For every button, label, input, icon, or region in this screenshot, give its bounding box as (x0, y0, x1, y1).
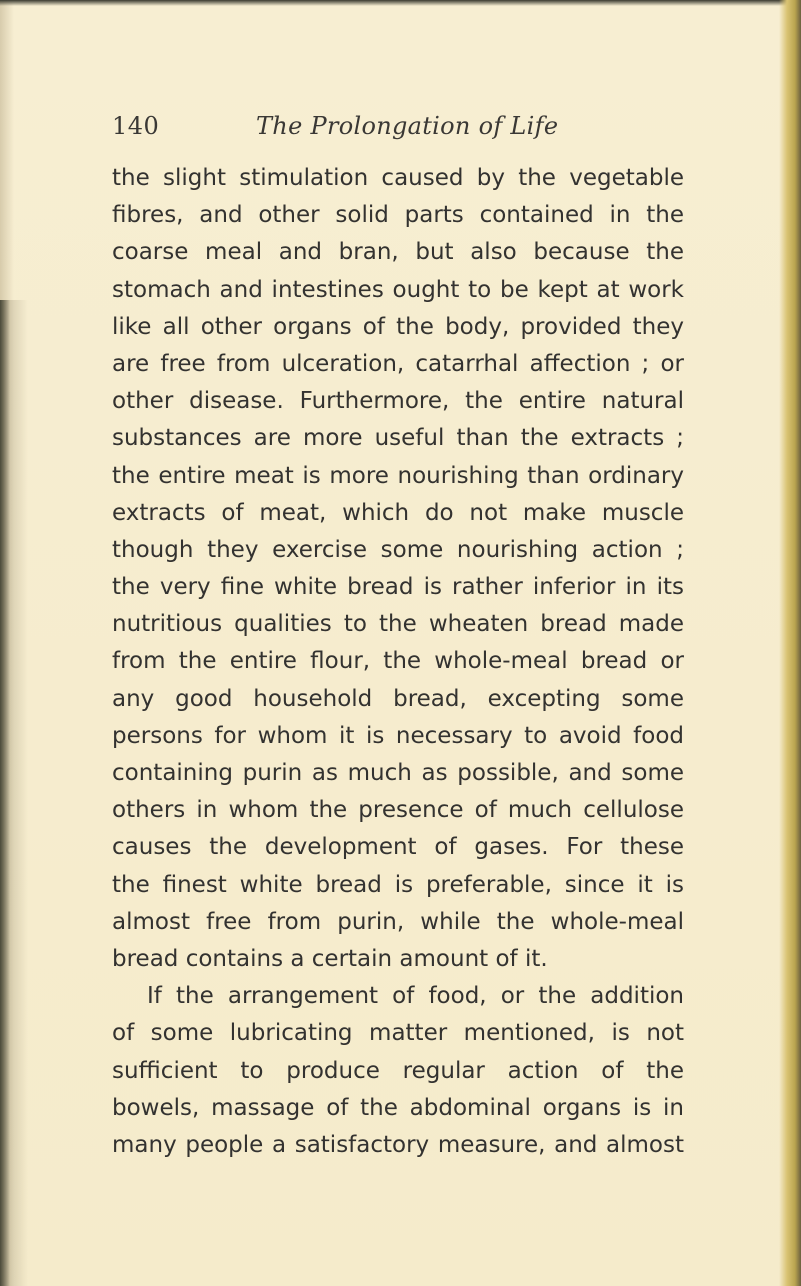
text-line: stomach and intestines ought to be kept at work (112, 276, 684, 303)
text-line: bread contains a certain amount of it. (112, 945, 548, 972)
text-line: many people a satisfactory measure, and almost (112, 1131, 684, 1158)
text-line: though they exercise some nourishing action ; (112, 536, 684, 563)
text-line: If the arrangement of food, or the addition (147, 983, 684, 1010)
page-number: 140 (112, 112, 160, 140)
text-line: extracts of meat, which do not make muscle (112, 499, 684, 526)
text-line: other disease. Furthermore, the entire natural (112, 388, 684, 415)
text-line: others in whom the presence of much cellulose (112, 797, 684, 824)
text-line: bowels, massage of the abdominal organs is in (112, 1094, 684, 1121)
text-line: from the entire flour, the whole-meal bread or (112, 648, 684, 675)
body-text (112, 160, 684, 1164)
text-line: sufficient to produce regular action of the (112, 1057, 684, 1084)
text-line: persons for whom it is necessary to avoid food (112, 722, 684, 749)
text-line: the entire meat is more nourishing than ordinary (112, 462, 684, 489)
text-line: nutritious qualities to the wheaten bread made (112, 611, 684, 638)
text-line: the slight stimulation caused by the vegetable (112, 165, 684, 191)
text-line: the finest white bread is preferable, since it is (112, 871, 684, 898)
text-line: almost free from purin, while the whole-meal (112, 908, 684, 935)
text-line: containing purin as much as possible, and some (112, 760, 684, 786)
binding-gutter (0, 300, 28, 1286)
text-line: fibres, and other solid parts contained in the (112, 202, 684, 229)
paragraph-2 (112, 978, 684, 1164)
top-shadow (0, 0, 801, 6)
text-line: any good household bread, excepting some (112, 685, 684, 712)
text-line: are free from ulceration, catarrhal affection ; or (112, 350, 684, 377)
text-line: coarse meal and bran, but also because the (112, 239, 684, 266)
text-line: the very fine white bread is rather inferior in its (112, 574, 684, 601)
text-line: of some lubricating matter mentioned, is not (112, 1020, 684, 1047)
running-title: The Prolongation of Life (256, 112, 559, 140)
text-line: like all other organs of the body, provided they (112, 313, 684, 340)
text-line: causes the development of gases. For these (112, 834, 684, 861)
running-header (112, 112, 692, 152)
page-edge (779, 0, 801, 1286)
text-line: substances are more useful than the extracts ; (112, 425, 684, 452)
paragraph-1 (112, 160, 684, 978)
